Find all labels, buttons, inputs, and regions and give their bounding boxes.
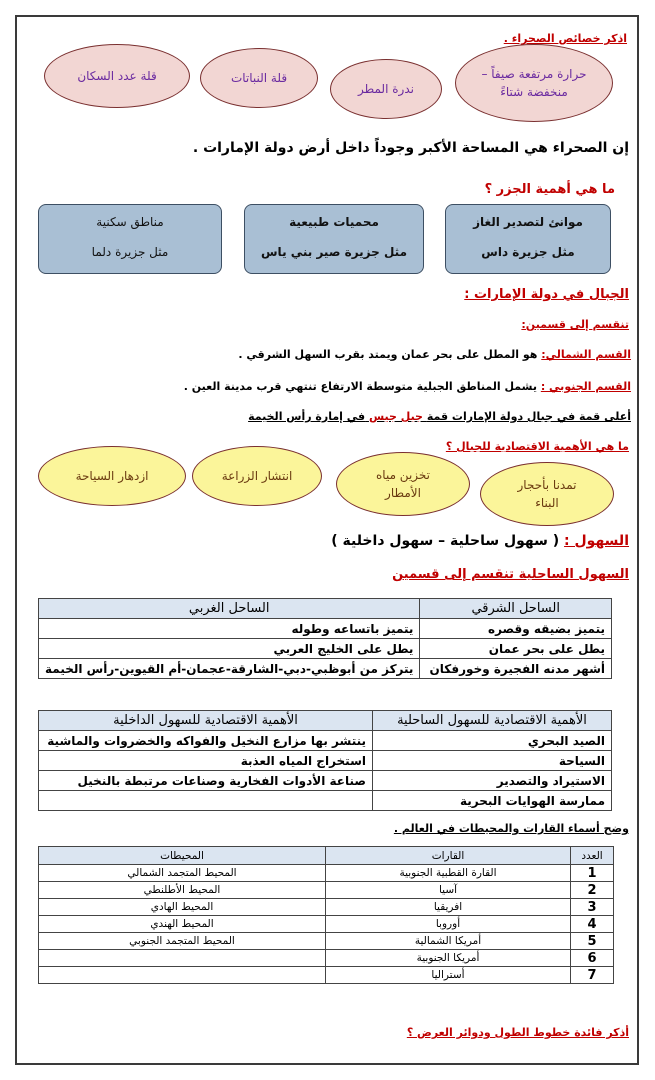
peak-pre: أعلى قمة في جبال دولة الإمارات قمة <box>426 410 631 423</box>
table-row <box>39 791 612 811</box>
table-row <box>39 619 612 639</box>
table-cell: 1 <box>571 865 614 882</box>
peak-name: جبل جيس <box>368 410 423 423</box>
table-cell: استخراج المياه العذبة <box>39 751 373 771</box>
plains-label: السهول : <box>564 533 629 549</box>
continents-instruction: وضح أسماء القارات والمحيطات في العالم . <box>393 822 629 835</box>
table-cell: المحيط الهادي <box>39 899 326 916</box>
table-row <box>39 916 614 933</box>
desert-oval-2: ندرة المطر <box>330 59 442 119</box>
table-header: الساحل الشرقي <box>420 599 612 619</box>
desert-oval-4: قلة عدد السكان <box>44 44 190 108</box>
table-cell <box>39 791 373 811</box>
island-box-sir-bani-yas: محميات طبيعية مثل جزيرة صير بني ياس <box>244 204 424 274</box>
table-cell: 2 <box>571 882 614 899</box>
desert-features-question: اذكر خصائص الصحراء . <box>503 32 627 45</box>
plains-line <box>331 533 629 549</box>
table-cell: يطل على بحر عمان <box>420 639 612 659</box>
table-row <box>39 751 612 771</box>
highest-peak-line <box>248 410 631 423</box>
table-cell: آسيا <box>326 882 571 899</box>
table-header-row <box>39 599 612 619</box>
economic-importance-table <box>38 710 612 811</box>
mountain-oval-4: ازدهار السياحة <box>38 446 186 506</box>
table-cell: المحيط الأطلنطي <box>39 882 326 899</box>
continents-table <box>38 846 614 984</box>
table-row <box>39 771 612 791</box>
table-cell: يتميز بضيقه وقصره <box>420 619 612 639</box>
table-header: الساحل الغربي <box>39 599 420 619</box>
table-cell: 6 <box>571 950 614 967</box>
table-cell: افريقيا <box>326 899 571 916</box>
north-label: القسم الشمالي: <box>541 348 631 361</box>
table-cell: الصيد البحري <box>373 731 612 751</box>
table-header: القارات <box>326 847 571 865</box>
table-cell: 7 <box>571 967 614 984</box>
desert-oval-3: قلة النباتات <box>200 48 318 108</box>
table-cell: يتميز باتساعه وطوله <box>39 619 420 639</box>
south-text: يشمل المناطق الجبلية متوسطة الارتفاع تنتهي قرب مدينة العين . <box>183 380 537 393</box>
mountains-south-line <box>184 380 631 393</box>
south-label: القسم الجنوبي : <box>540 380 631 393</box>
table-cell: الاستيراد والتصدير <box>373 771 612 791</box>
mountain-oval-2: تخزين مياه الأمطار <box>336 452 470 516</box>
mountains-north-line <box>238 348 631 361</box>
table-row <box>39 899 614 916</box>
table-row <box>39 731 612 751</box>
table-header: العدد <box>571 847 614 865</box>
mountains-econ-question: ما هي الأهمية الاقتصادية للجبال ؟ <box>445 440 629 453</box>
table-header: المحيطات <box>39 847 326 865</box>
table-cell: المحيط الهندي <box>39 916 326 933</box>
mountains-divided: تنقسم إلى قسمين: <box>521 318 629 331</box>
coast-table <box>38 598 612 679</box>
table-row <box>39 933 614 950</box>
longitude-latitude-question: أذكر فائدة خطوط الطول ودوائر العرض ؟ <box>406 1026 629 1039</box>
desert-statement: إن الصحراء هي المساحة الأكبر وجوداً داخل أرض دولة الإمارات . <box>192 140 629 156</box>
table-row <box>39 639 612 659</box>
desert-oval-1: حرارة مرتفعة صيفاً – منخفضة شتاءً <box>455 44 613 122</box>
table-row <box>39 882 614 899</box>
table-cell: أوروبا <box>326 916 571 933</box>
islands-question: ما هي أهمية الجزر ؟ <box>484 182 615 197</box>
table-cell: يتركز من أبوظبي-دبي-الشارقة-عجمان-أم القيوين-رأس الخيمة <box>39 659 420 679</box>
table-cell <box>39 967 326 984</box>
table-cell: القارة القطبية الجنوبية <box>326 865 571 882</box>
peak-post: في إمارة رأس الخيمة <box>248 410 366 423</box>
mountains-heading: الجبال في دولة الإمارات : <box>464 287 629 302</box>
island-box-das: موانئ لتصدير الغاز مثل جزيرة داس <box>445 204 611 274</box>
mountain-oval-1: تمدنا بأحجار البناء <box>480 462 614 526</box>
table-row <box>39 659 612 679</box>
table-cell: 5 <box>571 933 614 950</box>
table-cell: أستراليا <box>326 967 571 984</box>
table-header: الأهمية الاقتصادية للسهول الساحلية <box>373 711 612 731</box>
table-cell: 4 <box>571 916 614 933</box>
table-cell: المحيط المتجمد الشمالي <box>39 865 326 882</box>
table-header-row <box>39 711 612 731</box>
north-text: هو المطل على بحر عمان ويمتد بقرب السهل الشرقي . <box>238 348 538 361</box>
table-row <box>39 865 614 882</box>
table-header-row <box>39 847 614 865</box>
table-cell: 3 <box>571 899 614 916</box>
coastal-divided: السهول الساحلية تنقسم إلى قسمين <box>392 567 629 582</box>
plains-types: ( سهول ساحلية – سهول داخلية ) <box>331 533 560 549</box>
table-cell: السياحة <box>373 751 612 771</box>
table-cell: أمريكا الجنوبية <box>326 950 571 967</box>
table-header: الأهمية الاقتصادية للسهول الداخلية <box>39 711 373 731</box>
table-cell: يطل على الخليج العربي <box>39 639 420 659</box>
table-row <box>39 967 614 984</box>
table-cell: المحيط المتجمد الجنوبي <box>39 933 326 950</box>
table-cell: ينتشر بها مزارع النخيل والفواكه والخضروات والماشية <box>39 731 373 751</box>
table-cell <box>39 950 326 967</box>
table-cell: صناعة الأدوات الفخارية وصناعات مرتبطة بالنخيل <box>39 771 373 791</box>
mountain-oval-3: انتشار الزراعة <box>192 446 322 506</box>
table-cell: أشهر مدنه الفجيرة وخورفكان <box>420 659 612 679</box>
island-box-dalma: مناطق سكنية مثل جزيرة دلما <box>38 204 222 274</box>
table-cell: أمريكا الشمالية <box>326 933 571 950</box>
table-cell: ممارسة الهوايات البحرية <box>373 791 612 811</box>
table-row <box>39 950 614 967</box>
